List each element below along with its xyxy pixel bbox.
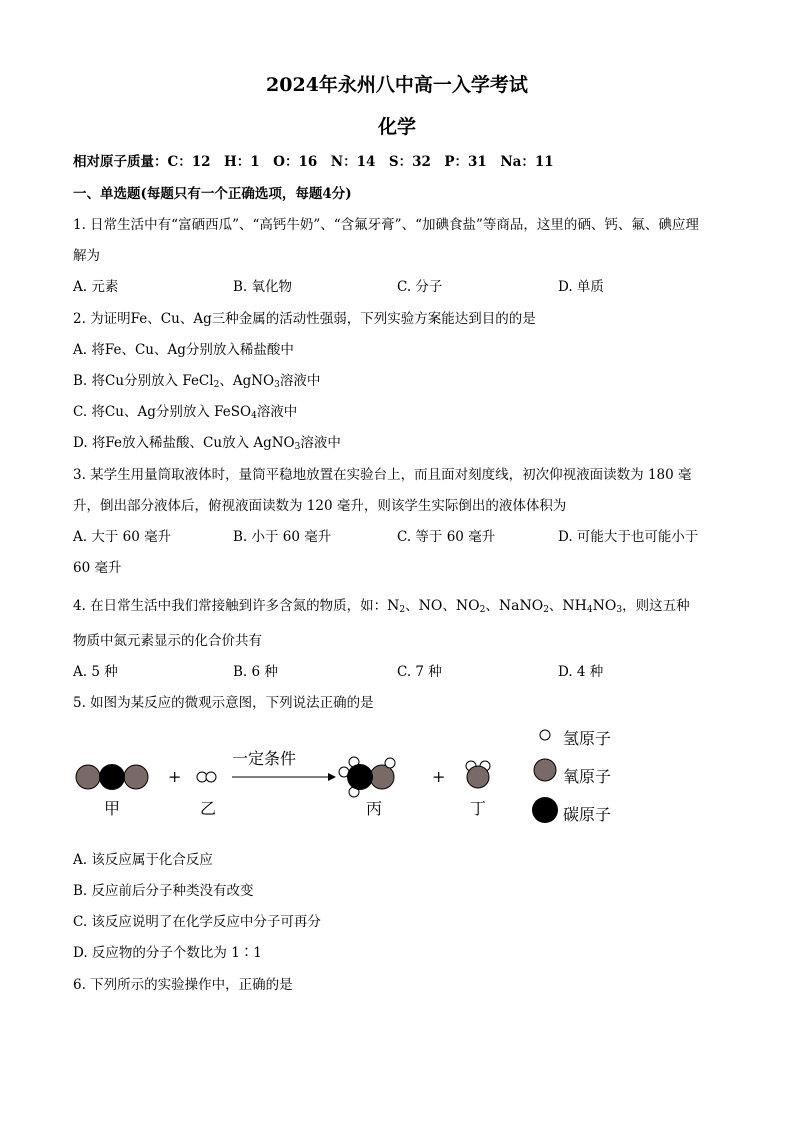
legend-carbon-swatch xyxy=(532,797,558,823)
subject-title: 化学 xyxy=(377,116,416,138)
q1-option-a: A. 元素 xyxy=(73,279,119,295)
q1-stem-line2: 解为 xyxy=(73,248,100,264)
legend-oxygen: 氧原子 xyxy=(563,767,612,786)
q4-stem-line1: 4. 在日常生活中我们常接触到许多含氮的物质，如：$N_2$、NO、$NO_2$、NaNO$_2$、$NH_4NO_3$，则这五种 xyxy=(73,598,690,615)
reaction-diagram xyxy=(60,722,660,832)
q2-stem: 2. 为证明Fe、Cu、Ag三种金属的活动性强弱，下列实验方案能达到目的的是 xyxy=(73,311,536,327)
q3-option-a: A. 大于 60 毫升 xyxy=(73,529,172,545)
q2-option-c: C. 将Cu、Ag分别放入 FeSO$_4$溶液中 xyxy=(73,404,298,421)
q3-stem-line2: 升，倒出部分液体后，俯视液面读数为 120 毫升，则该学生实际倒出的液体体积为 xyxy=(73,498,567,514)
q3-option-d-cont: 60 毫升 xyxy=(73,560,122,576)
q3-option-b: B. 小于 60 毫升 xyxy=(233,529,332,545)
q4-option-d: D. 4 种 xyxy=(558,664,604,680)
molecule-yi xyxy=(197,772,216,782)
q4-option-b: B. 6 种 xyxy=(233,664,278,680)
q5-option-c: C. 该反应说明了在化学反应中分子可再分 xyxy=(73,914,321,930)
q4-option-a: A. 5 种 xyxy=(73,664,118,680)
q2-option-d: D. 将Fe放入稀盐酸、Cu放入 AgNO$_3$溶液中 xyxy=(73,435,341,452)
label-jia: 甲 xyxy=(104,799,121,818)
q4-stem-line2: 物质中氮元素显示的化合价共有 xyxy=(73,633,262,649)
label-bing: 丙 xyxy=(366,799,383,818)
q3-stem-line1: 3. 某学生用量筒取液体时，量筒平稳地放置在实验台上，而且面对刻度线，初次仰视液面读数为 180 毫 xyxy=(73,467,692,483)
q1-option-b: B. 氧化物 xyxy=(233,279,293,295)
legend-hydrogen-swatch xyxy=(540,730,550,740)
molecule-bing xyxy=(339,757,395,797)
q5-option-b: B. 反应前后分子种类没有改变 xyxy=(73,883,254,899)
q2-option-a: A. 将Fe、Cu、Ag分别放入稀盐酸中 xyxy=(73,342,294,358)
molecule-jia xyxy=(76,764,148,790)
q5-option-d: D. 反应物的分子个数比为 1∶1 xyxy=(73,945,262,961)
q5-option-a: A. 该反应属于化合反应 xyxy=(73,852,213,868)
atomic-masses: 相对原子质量：C：12 H：1 O：16 N：14 S：32 P：31 Na：11 xyxy=(73,154,554,170)
label-yi: 乙 xyxy=(200,799,217,818)
reaction-condition: 一定条件 xyxy=(232,749,297,768)
legend-carbon: 碳原子 xyxy=(563,805,612,824)
molecule-ding xyxy=(466,761,490,788)
q1-stem-line1: 1. 日常生活中有“富硒西瓜”、“高钙牛奶”、“含氟牙膏”、“加碘食盐”等商品，这里的硒、钙、氟、碘应理 xyxy=(73,217,699,233)
plus-2: + xyxy=(432,767,446,786)
plus-1: + xyxy=(168,767,182,786)
q2-option-b: B. 将Cu分别放入 FeCl$_2$、AgNO$_3$溶液中 xyxy=(73,373,321,390)
legend-hydrogen: 氢原子 xyxy=(563,729,612,748)
q5-stem: 5. 如图为某反应的微观示意图，下列说法正确的是 xyxy=(73,695,374,711)
q3-option-c: C. 等于 60 毫升 xyxy=(397,529,496,545)
label-ding: 丁 xyxy=(470,799,487,818)
exam-title: 2024年永州八中高一入学考试 xyxy=(266,74,528,96)
q6-stem: 6. 下列所示的实验操作中，正确的是 xyxy=(73,977,293,993)
q3-option-d: D. 可能大于也可能小于 xyxy=(558,529,699,545)
q4-option-c: C. 7 种 xyxy=(397,664,442,680)
legend-oxygen-swatch xyxy=(534,759,556,781)
reaction-arrowhead xyxy=(328,773,336,781)
q1-option-d: D. 单质 xyxy=(558,279,604,295)
section1-header: 一、单选题(每题只有一个正确选项，每题4分) xyxy=(73,186,352,202)
q1-option-c: C. 分子 xyxy=(397,279,443,295)
